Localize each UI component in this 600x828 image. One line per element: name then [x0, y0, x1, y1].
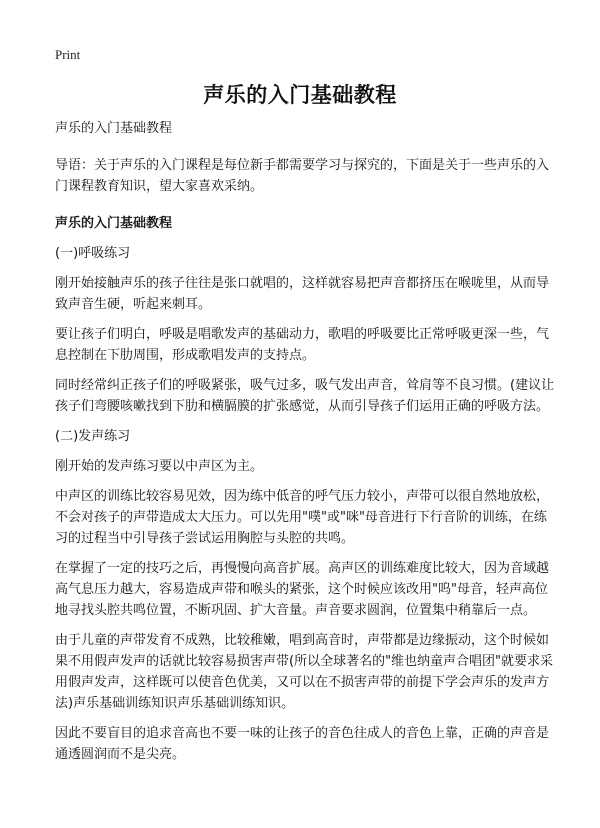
part1-heading: (一)呼吸练习	[55, 246, 131, 261]
intro-paragraph: 导语：关于声乐的入门课程是每位新手都需要学习与探究的，下面是关于一些声乐的入门课程教育知识，望大家喜欢采纳。	[55, 158, 550, 194]
paragraph: 因此不要盲目的追求音高也不要一味的让孩子的音色往成人的音色上靠，正确的声音是通透圆润而不是尖亮。	[55, 726, 550, 762]
paragraph: 同时经常纠正孩子们的呼吸紧张，吸气过多，吸气发出声音，耸肩等不良习惯。(建议让孩子们弯腰咳嗽找到下肋和横膈膜的扩张感觉，从而引导孩子们运用正确的呼吸方法。	[55, 378, 555, 414]
paragraph: 刚开始的发声练习要以中声区为主。	[55, 459, 264, 474]
paragraph: 在掌握了一定的技巧之后，再慢慢向高音扩展。高声区的训练难度比较大，因为音域越高气息压力越大，容易造成声带和喉头的紧张，这个时候应该改用"呜"母音，轻声高位地寻找头腔共鸣位置，不断巩固、扩大音量。声音要求圆润，位置集中稍靠后一点。	[55, 561, 550, 618]
document-title: 声乐的入门基础教程	[203, 83, 397, 107]
paragraph: 刚开始接触声乐的孩子往往是张口就唱的，这样就容易把声音都挤压在喉咙里，从而导致声音生硬，听起来刺耳。	[55, 276, 550, 312]
paragraph: 要让孩子们明白，呼吸是唱歌发声的基础动力，歌唱的呼吸要比正常呼吸更深一些，气息控制在下肋周围，形成歌唱发声的支持点。	[55, 327, 550, 363]
paragraph: 由于儿童的声带发育不成熟，比较稚嫩，唱到高音时，声带都是边缘振动，这个时候如果不用假声发声的话就比较容易损害声带(所以全球著名的"维也纳童声合唱团"就要求采用假声发声，这样既可以使音色优美，又可以在不损害声带的前提下学会声乐的发声方法)声乐基础训练知识声乐基础训练知识。	[55, 633, 554, 711]
paragraph: 中声区的训练比较容易见效，因为练中低音的呼气压力较小，声带可以很自然地放松，不会对孩子的声带造成太大压力。可以先用"噗"或"咪"母音进行下行音阶的训练，在练习的过程当中引导孩子尝试运用胸腔与头腔的共鸣。	[55, 489, 550, 546]
document-body	[55, 118, 555, 774]
part2-heading: (二)发声练习	[55, 429, 131, 444]
print-link[interactable]: Print	[55, 47, 81, 62]
section-heading: 声乐的入门基础教程	[55, 216, 173, 231]
document-subtitle: 声乐的入门基础教程	[55, 121, 173, 136]
